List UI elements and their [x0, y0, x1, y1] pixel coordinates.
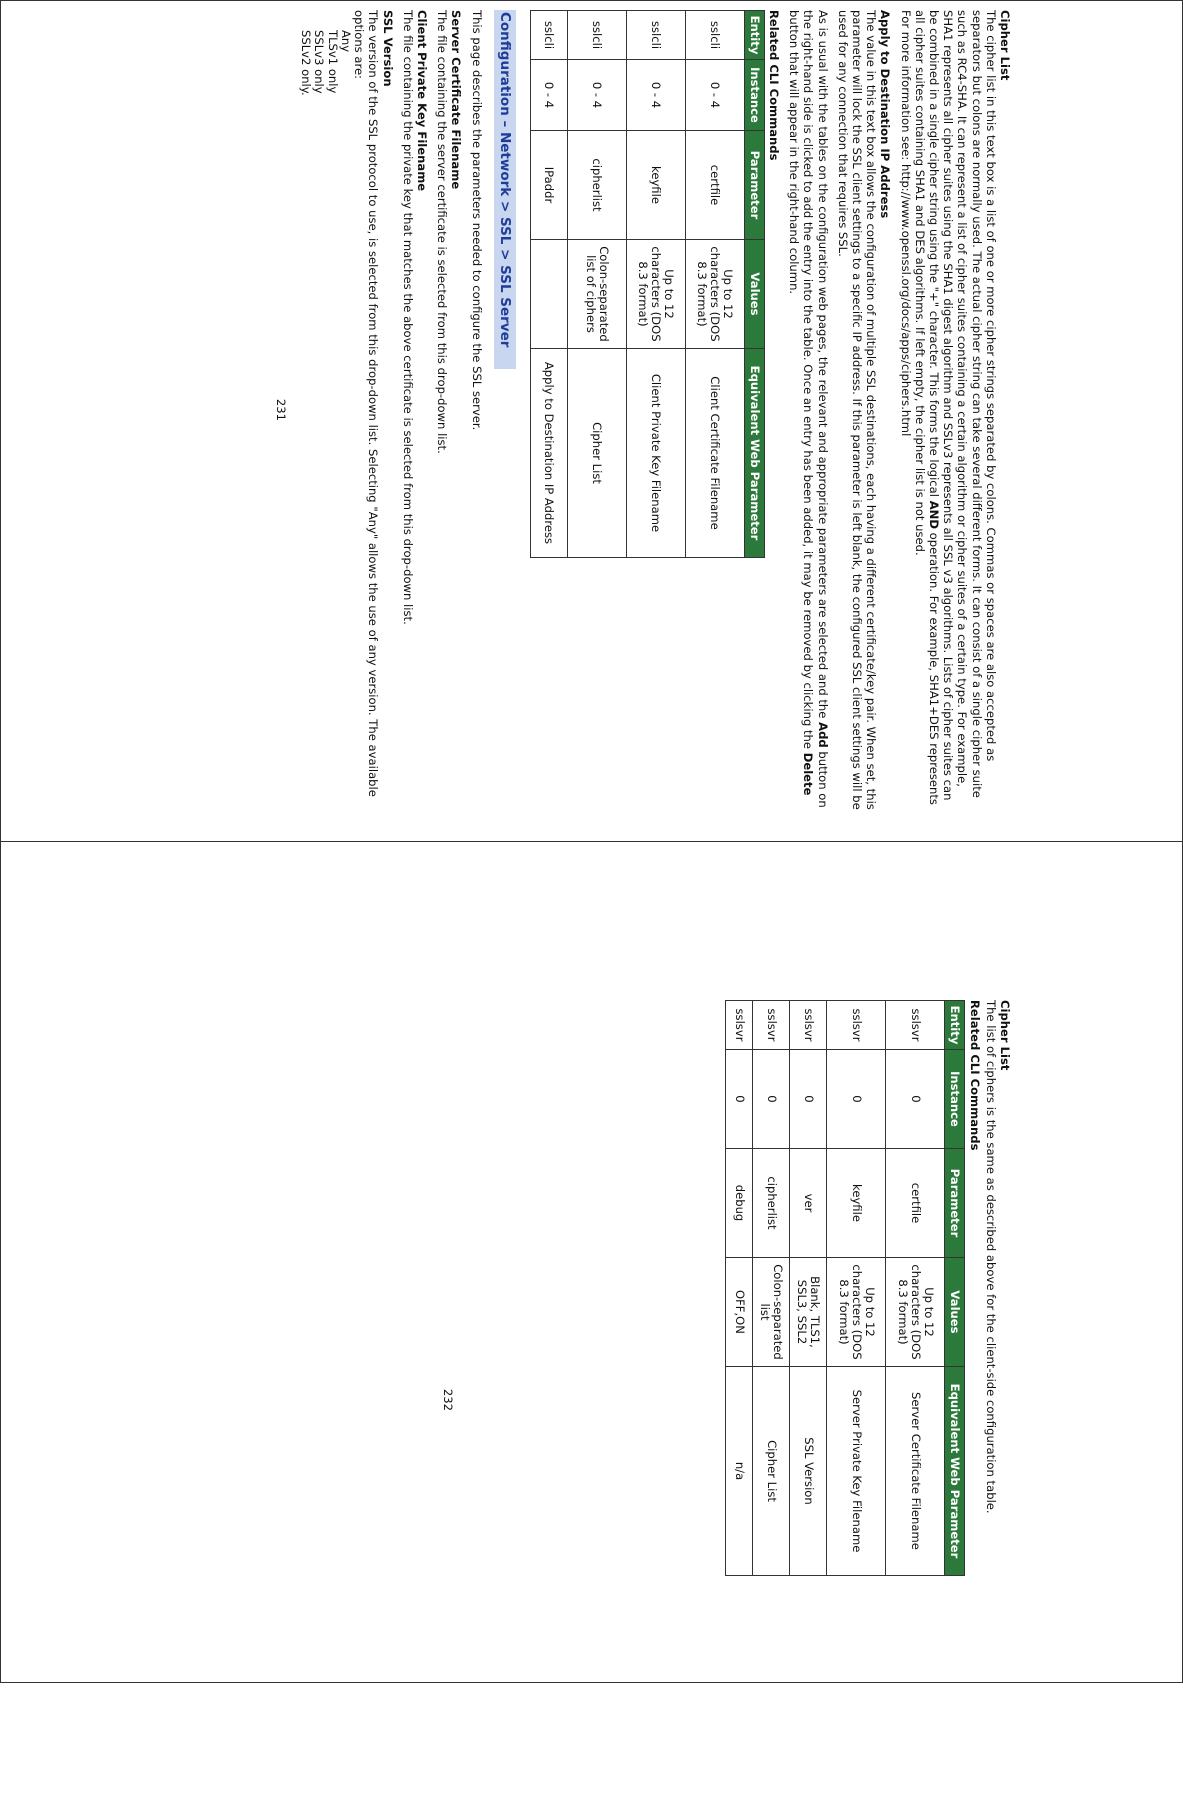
cell-instance: 0 - 4 — [685, 60, 744, 131]
ssl-version-text: The version of the SSL protocol to use, is selected from this drop-down list. Selecting "Any" allows the use of any version. The available options are: — [352, 10, 381, 797]
cell-entity: sslsvr — [827, 1001, 886, 1050]
cell-parameter: cipherlist — [567, 131, 626, 240]
cell-entity: sslsvr — [790, 1001, 827, 1050]
apply-ip-heading: Apply to Destination IP Address — [878, 10, 893, 219]
server-cert-heading: Server Certificate Filename — [449, 10, 464, 190]
col-instance: Instance — [744, 60, 764, 131]
col-instance: Instance — [945, 1050, 965, 1149]
cell-instance: 0 — [726, 1050, 753, 1149]
table-row — [530, 11, 567, 558]
cell-entity: sslcli — [626, 11, 685, 60]
table-row — [790, 1001, 827, 1576]
cell-parameter: certfile — [886, 1149, 945, 1258]
cell-instance: 0 - 4 — [530, 60, 567, 131]
cell-entity: sslsvr — [753, 1001, 790, 1050]
page-232 — [252, 1000, 1012, 1800]
apply-ip-text: The value in this text box allows the configuration of multiple SSL destinations, each having a different certificate/key pair. When set, this parameter will lock the SSL client settings to a specific IP address. If this parameter is left blank, the configured SSL client settings will be used for any connection that requires SSL. — [835, 10, 879, 810]
section-intro: This page describes the parameters needed to configure the SSL server. — [469, 10, 484, 431]
list-item: SSLv2 only. — [298, 30, 313, 96]
ssl-version-heading: SSL Version — [380, 10, 395, 87]
cipher-list-text: The list of ciphers is the same as described above for the client-side configuration table. — [983, 1000, 998, 1514]
cell-parameter: cipherlist — [753, 1149, 790, 1258]
table-row — [626, 11, 685, 558]
cipher-list-heading: Cipher List — [998, 1000, 1012, 1071]
server-cert-text: The file containing the server certificate is selected from this drop-down list. — [435, 10, 450, 454]
page-number: 231 — [274, 398, 289, 422]
cell-web-parameter: Apply to Destination IP Address — [530, 349, 567, 558]
ssl-version-options — [298, 30, 352, 810]
page-231 — [0, 10, 1012, 810]
cipher-list-more: For more information see: http://www.openssl.org/docs/apps/ciphers.html — [898, 10, 913, 437]
col-parameter: Parameter — [945, 1149, 965, 1258]
table-header-row — [945, 1001, 965, 1576]
table-row — [886, 1001, 945, 1576]
page-divider — [0, 841, 1183, 842]
cell-values: Colon-separated list of ciphers — [567, 240, 626, 349]
page-number: 232 — [441, 1388, 456, 1412]
cell-web-parameter: Client Private Key Filename — [626, 349, 685, 558]
cell-web-parameter: Server Private Key Filename — [827, 1367, 886, 1576]
cell-web-parameter: Client Certificate Filename — [685, 349, 744, 558]
col-entity: Entity — [744, 11, 764, 60]
cell-values: OFF,ON — [726, 1258, 753, 1367]
list-item: SSLv3 only — [312, 30, 327, 94]
cipher-list-heading: Cipher List — [998, 10, 1012, 81]
cell-entity: sslcli — [530, 11, 567, 60]
table-row — [726, 1001, 753, 1576]
list-item: TLSv1 only — [325, 30, 340, 94]
client-key-text: The file containing the private key that matches the above certificate is selected from this drop-down list. — [400, 10, 415, 625]
cell-web-parameter: n/a — [726, 1367, 753, 1576]
col-entity: Entity — [945, 1001, 965, 1050]
cell-values: Up to 12 characters (DOS 8.3 format) — [626, 240, 685, 349]
cell-instance: 0 — [827, 1050, 886, 1149]
col-parameter: Parameter — [744, 131, 764, 240]
table-usage-text: As is usual with the tables on the configuration web pages, the relevant and appropriate parameters are selected and the Add button on the right-hand side is clicked to add the entry into the table. Once an entry has been added, it may be removed by clicking the Delete button that will appear in the right-hand column. — [787, 10, 830, 808]
cell-web-parameter: Server Certificate Filename — [886, 1367, 945, 1576]
cell-parameter: keyfile — [626, 131, 685, 240]
cell-entity: sslsvr — [726, 1001, 753, 1050]
cli-table-sslcli — [530, 10, 765, 558]
cell-web-parameter: SSL Version — [790, 1367, 827, 1576]
cell-values — [530, 240, 567, 349]
cell-parameter: certfile — [685, 131, 744, 240]
cell-instance: 0 - 4 — [626, 60, 685, 131]
cell-parameter: IPaddr — [530, 131, 567, 240]
cell-values: Up to 12 characters (DOS 8.3 format) — [886, 1258, 945, 1367]
cell-values: Up to 12 characters (DOS 8.3 format) — [685, 240, 744, 349]
cell-instance: 0 - 4 — [567, 60, 626, 131]
cell-entity: sslcli — [685, 11, 744, 60]
cell-values: Colon-separated list — [753, 1258, 790, 1367]
client-key-heading: Client Private Key Filename — [414, 10, 429, 192]
col-values: Values — [945, 1258, 965, 1367]
cell-web-parameter: Cipher List — [567, 349, 626, 558]
cli-heading: Related CLI Commands — [967, 1000, 982, 1151]
table-row — [753, 1001, 790, 1576]
cli-heading: Related CLI Commands — [766, 10, 781, 161]
cell-instance: 0 — [753, 1050, 790, 1149]
cell-entity: sslcli — [567, 11, 626, 60]
cell-web-parameter: Cipher List — [753, 1367, 790, 1576]
cell-values: Blank, TLS1, SSL3, SSL2 — [790, 1258, 827, 1367]
cell-instance: 0 — [790, 1050, 827, 1149]
cell-parameter: debug — [726, 1149, 753, 1258]
cli-table-sslsvr — [725, 1000, 965, 1576]
col-values: Values — [744, 240, 764, 349]
cell-instance: 0 — [886, 1050, 945, 1149]
cipher-list-text: The cipher list in this text box is a list of one or more cipher strings separated by colons. Commas or spaces are also accepted as separators but colons are normally used. The actual cipher string can take several different forms. It can consist of a single cipher suite such as RC4-SHA. It can represent a list of cipher suites containing a certain algorithm or cipher suites of a certain type. For example, SHA1 represents all cipher suites using the SHA1 digest algorithm and SSLv3 represents all SSL v3 algorithms. Lists of cipher suites can be combined in a single cipher string using the "+" character. This forms the logical AND operation. For example, SHA1+DES represents all cipher suites containing SHA1 and DES algorithms. If left empty, the cipher list is not used. For more information see: http://www.openssl.org/docs/apps/ciphers.html — [898, 10, 998, 805]
cell-values: Up to 12 characters (DOS 8.3 format) — [827, 1258, 886, 1367]
table-row — [567, 11, 626, 558]
section-title: Configuration – Network > SSL > SSL Server — [494, 10, 516, 369]
cell-parameter: ver — [790, 1149, 827, 1258]
list-item: Any — [338, 30, 353, 53]
cell-entity: sslsvr — [886, 1001, 945, 1050]
cell-parameter: keyfile — [827, 1149, 886, 1258]
col-equivalent-web-parameter: Equivalent Web Parameter — [945, 1367, 965, 1576]
table-header-row — [744, 11, 764, 558]
table-row — [827, 1001, 886, 1576]
table-row — [685, 11, 744, 558]
col-equivalent-web-parameter: Equivalent Web Parameter — [744, 349, 764, 558]
